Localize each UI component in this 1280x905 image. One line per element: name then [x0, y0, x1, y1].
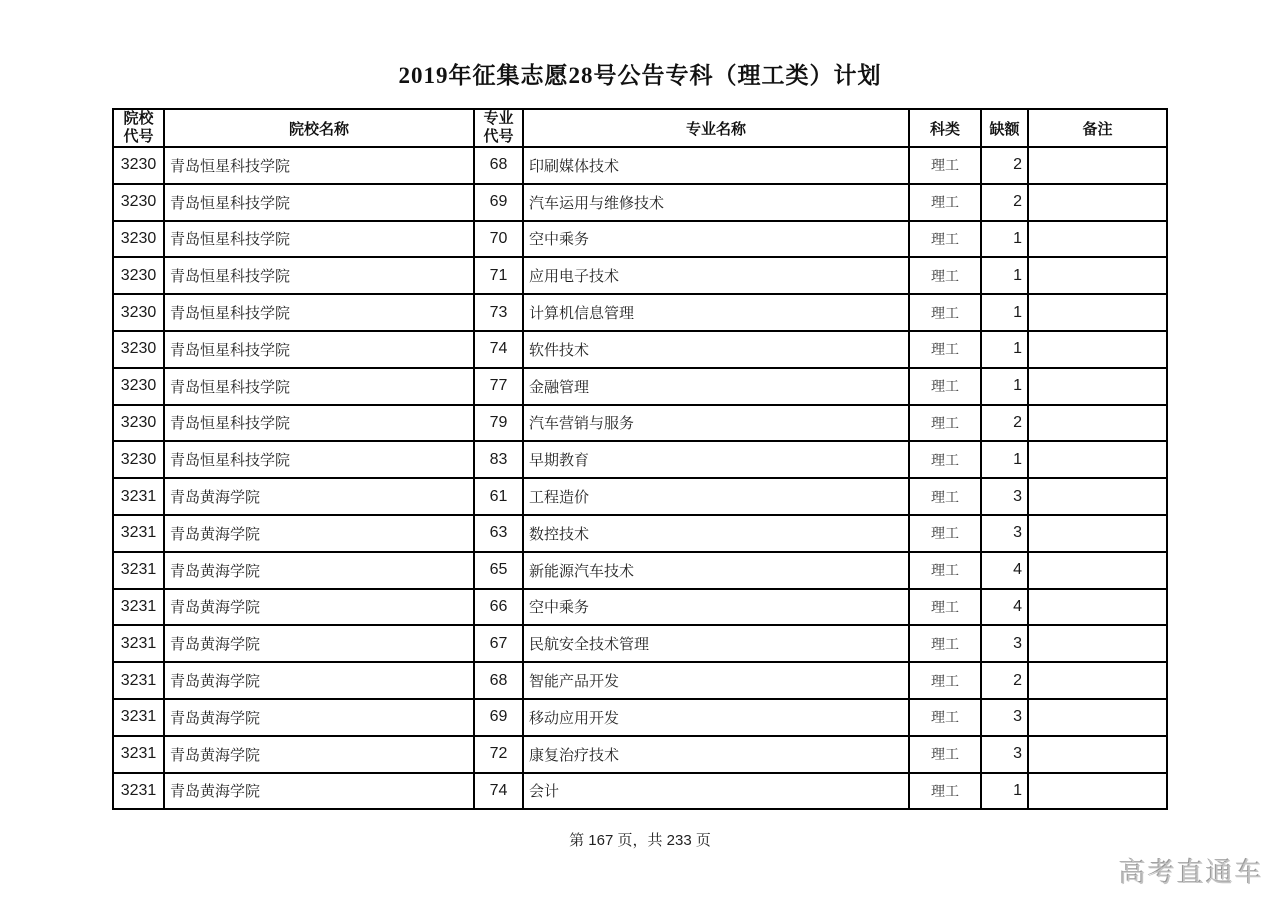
vacancy-cell: 3 — [981, 478, 1028, 515]
watermark-text: 高考直通车 — [1119, 858, 1264, 888]
column-header-vacancy: 缺额 — [981, 109, 1028, 147]
college-name-cell: 青岛黄海学院 — [164, 478, 474, 515]
remark-cell — [1028, 368, 1167, 405]
vacancy-cell: 1 — [981, 441, 1028, 478]
category-cell: 理工 — [909, 515, 981, 552]
category-cell: 理工 — [909, 736, 981, 773]
major-name-cell: 工程造价 — [523, 478, 909, 515]
header-row — [113, 109, 1167, 147]
vacancy-cell: 1 — [981, 257, 1028, 294]
table-row — [113, 662, 1167, 699]
college-code-cell: 3230 — [113, 441, 164, 478]
major-code-cell: 69 — [474, 699, 523, 736]
table-row — [113, 515, 1167, 552]
table-row — [113, 147, 1167, 184]
table-row — [113, 552, 1167, 589]
vacancy-cell: 2 — [981, 405, 1028, 442]
major-code-cell: 74 — [474, 773, 523, 810]
vacancy-cell: 1 — [981, 221, 1028, 258]
major-name-cell: 软件技术 — [523, 331, 909, 368]
table-row — [113, 699, 1167, 736]
major-name-cell: 空中乘务 — [523, 221, 909, 258]
vacancy-cell: 3 — [981, 625, 1028, 662]
table-row — [113, 257, 1167, 294]
remark-cell — [1028, 699, 1167, 736]
college-name-cell: 青岛黄海学院 — [164, 625, 474, 662]
major-name-cell: 应用电子技术 — [523, 257, 909, 294]
major-name-cell: 汽车营销与服务 — [523, 405, 909, 442]
major-code-cell: 65 — [474, 552, 523, 589]
table-row — [113, 589, 1167, 626]
major-name-cell: 早期教育 — [523, 441, 909, 478]
remark-cell — [1028, 405, 1167, 442]
vacancy-cell: 3 — [981, 699, 1028, 736]
major-code-cell: 74 — [474, 331, 523, 368]
college-code-cell: 3230 — [113, 257, 164, 294]
major-name-cell: 金融管理 — [523, 368, 909, 405]
college-name-cell: 青岛黄海学院 — [164, 773, 474, 810]
category-cell: 理工 — [909, 221, 981, 258]
college-name-cell: 青岛黄海学院 — [164, 552, 474, 589]
major-code-cell: 66 — [474, 589, 523, 626]
college-code-cell: 3231 — [113, 515, 164, 552]
major-name-cell: 印刷媒体技术 — [523, 147, 909, 184]
major-name-cell: 智能产品开发 — [523, 662, 909, 699]
category-cell: 理工 — [909, 294, 981, 331]
college-code-cell: 3230 — [113, 147, 164, 184]
column-header-college-name: 院校名称 — [164, 109, 474, 147]
category-cell: 理工 — [909, 368, 981, 405]
major-code-cell: 73 — [474, 294, 523, 331]
college-name-cell: 青岛恒星科技学院 — [164, 184, 474, 221]
table-row — [113, 221, 1167, 258]
vacancy-cell: 1 — [981, 773, 1028, 810]
remark-cell — [1028, 147, 1167, 184]
college-name-cell: 青岛黄海学院 — [164, 662, 474, 699]
major-code-cell: 83 — [474, 441, 523, 478]
category-cell: 理工 — [909, 662, 981, 699]
category-cell: 理工 — [909, 478, 981, 515]
major-name-cell: 数控技术 — [523, 515, 909, 552]
major-code-cell: 68 — [474, 662, 523, 699]
college-code-cell: 3231 — [113, 736, 164, 773]
table-row — [113, 184, 1167, 221]
category-cell: 理工 — [909, 184, 981, 221]
category-cell: 理工 — [909, 405, 981, 442]
major-code-cell: 67 — [474, 625, 523, 662]
table-row — [113, 441, 1167, 478]
column-header-major-name: 专业名称 — [523, 109, 909, 147]
major-name-cell: 计算机信息管理 — [523, 294, 909, 331]
college-code-cell: 3230 — [113, 184, 164, 221]
remark-cell — [1028, 589, 1167, 626]
remark-cell — [1028, 736, 1167, 773]
college-name-cell: 青岛恒星科技学院 — [164, 441, 474, 478]
table-body — [113, 147, 1167, 809]
college-name-cell: 青岛黄海学院 — [164, 736, 474, 773]
college-name-cell: 青岛恒星科技学院 — [164, 405, 474, 442]
category-cell: 理工 — [909, 441, 981, 478]
remark-cell — [1028, 552, 1167, 589]
major-code-cell: 70 — [474, 221, 523, 258]
remark-cell — [1028, 773, 1167, 810]
vacancy-cell: 3 — [981, 736, 1028, 773]
major-name-cell: 会计 — [523, 773, 909, 810]
category-cell: 理工 — [909, 147, 981, 184]
category-cell: 理工 — [909, 699, 981, 736]
category-cell: 理工 — [909, 625, 981, 662]
table-row — [113, 773, 1167, 810]
vacancy-cell: 3 — [981, 515, 1028, 552]
admission-plan-table — [112, 108, 1168, 810]
remark-cell — [1028, 331, 1167, 368]
category-cell: 理工 — [909, 773, 981, 810]
college-code-cell: 3231 — [113, 552, 164, 589]
vacancy-cell: 1 — [981, 368, 1028, 405]
college-name-cell: 青岛恒星科技学院 — [164, 147, 474, 184]
column-header-major-code: 专业代号 — [474, 109, 523, 147]
major-code-cell: 71 — [474, 257, 523, 294]
major-name-cell: 康复治疗技术 — [523, 736, 909, 773]
table-row — [113, 368, 1167, 405]
remark-cell — [1028, 515, 1167, 552]
category-cell: 理工 — [909, 589, 981, 626]
college-code-cell: 3230 — [113, 294, 164, 331]
vacancy-cell: 1 — [981, 294, 1028, 331]
category-cell: 理工 — [909, 552, 981, 589]
table-row — [113, 405, 1167, 442]
table-row — [113, 625, 1167, 662]
major-name-cell: 新能源汽车技术 — [523, 552, 909, 589]
college-name-cell: 青岛恒星科技学院 — [164, 221, 474, 258]
college-name-cell: 青岛恒星科技学院 — [164, 331, 474, 368]
college-code-cell: 3231 — [113, 589, 164, 626]
vacancy-cell: 1 — [981, 331, 1028, 368]
college-name-cell: 青岛恒星科技学院 — [164, 294, 474, 331]
major-code-cell: 68 — [474, 147, 523, 184]
college-code-cell: 3230 — [113, 368, 164, 405]
major-code-cell: 77 — [474, 368, 523, 405]
major-code-cell: 69 — [474, 184, 523, 221]
major-name-cell: 移动应用开发 — [523, 699, 909, 736]
college-code-cell: 3231 — [113, 625, 164, 662]
major-code-cell: 79 — [474, 405, 523, 442]
vacancy-cell: 2 — [981, 184, 1028, 221]
table-row — [113, 294, 1167, 331]
table-row — [113, 478, 1167, 515]
column-header-remark: 备注 — [1028, 109, 1167, 147]
table-row — [113, 736, 1167, 773]
major-code-cell: 63 — [474, 515, 523, 552]
vacancy-cell: 4 — [981, 552, 1028, 589]
college-name-cell: 青岛黄海学院 — [164, 699, 474, 736]
remark-cell — [1028, 441, 1167, 478]
vacancy-cell: 2 — [981, 662, 1028, 699]
college-code-cell: 3230 — [113, 405, 164, 442]
college-name-cell: 青岛恒星科技学院 — [164, 257, 474, 294]
remark-cell — [1028, 221, 1167, 258]
category-cell: 理工 — [909, 331, 981, 368]
college-code-cell: 3231 — [113, 773, 164, 810]
vacancy-cell: 4 — [981, 589, 1028, 626]
column-header-category: 科类 — [909, 109, 981, 147]
major-code-cell: 72 — [474, 736, 523, 773]
page-number-footer: 第 167 页，共 233 页 — [569, 832, 711, 849]
college-code-cell: 3231 — [113, 478, 164, 515]
remark-cell — [1028, 184, 1167, 221]
college-name-cell: 青岛黄海学院 — [164, 515, 474, 552]
college-name-cell: 青岛黄海学院 — [164, 589, 474, 626]
college-code-cell: 3230 — [113, 221, 164, 258]
college-code-cell: 3231 — [113, 699, 164, 736]
college-code-cell: 3231 — [113, 662, 164, 699]
column-header-college-code: 院校代号 — [113, 109, 164, 147]
category-cell: 理工 — [909, 257, 981, 294]
college-name-cell: 青岛恒星科技学院 — [164, 368, 474, 405]
major-name-cell: 汽车运用与维修技术 — [523, 184, 909, 221]
remark-cell — [1028, 294, 1167, 331]
major-name-cell: 空中乘务 — [523, 589, 909, 626]
vacancy-cell: 2 — [981, 147, 1028, 184]
remark-cell — [1028, 478, 1167, 515]
major-code-cell: 61 — [474, 478, 523, 515]
major-name-cell: 民航安全技术管理 — [523, 625, 909, 662]
page-title: 2019年征集志愿28号公告专科（理工类）计划 — [398, 63, 882, 88]
remark-cell — [1028, 625, 1167, 662]
table-row — [113, 331, 1167, 368]
college-code-cell: 3230 — [113, 331, 164, 368]
remark-cell — [1028, 662, 1167, 699]
remark-cell — [1028, 257, 1167, 294]
